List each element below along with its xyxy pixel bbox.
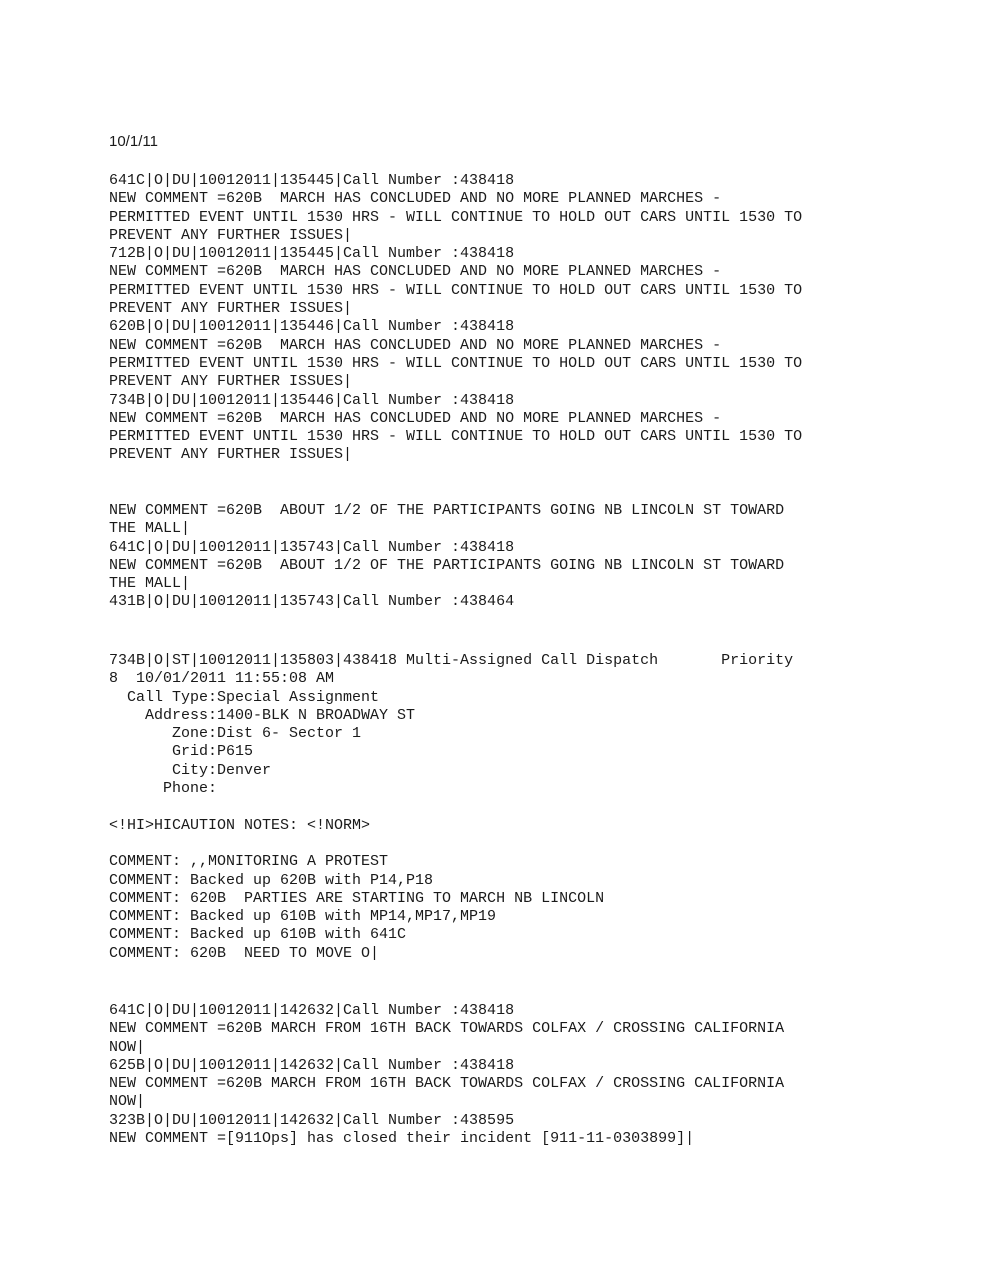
- log-line: 620B|O|DU|10012011|135446|Call Number :438418: [109, 318, 515, 336]
- log-line: COMMENT: Backed up 620B with P14,P18: [109, 871, 434, 889]
- log-line: 712B|O|DU|10012011|135445|Call Number :438418: [109, 245, 515, 263]
- log-line: PREVENT ANY FURTHER ISSUES|: [109, 373, 353, 391]
- log-line: COMMENT: Backed up 610B with MP14,MP17,MP19: [109, 908, 497, 926]
- log-line: NEW COMMENT =620B MARCH FROM 16TH BACK TOWARDS COLFAX / CROSSING CALIFORNIA: [109, 1020, 785, 1038]
- log-line: <!HI>HICAUTION NOTES: <!NORM>: [109, 816, 371, 834]
- log-line: PREVENT ANY FURTHER ISSUES|: [109, 226, 353, 244]
- log-line: NOW|: [109, 1038, 146, 1056]
- log-line: COMMENT: ,,MONITORING A PROTEST: [109, 853, 389, 871]
- log-line: 641C|O|DU|10012011|135445|Call Number :438418: [109, 172, 515, 189]
- log-line: 8 10/01/2011 11:55:08 AM: [109, 670, 335, 688]
- log-line: [109, 798, 793, 816]
- log-line: COMMENT: 620B PARTIES ARE STARTING TO MARCH NB LINCOLN: [109, 889, 605, 907]
- log-line: PERMITTED EVENT UNTIL 1530 HRS - WILL CONTINUE TO HOLD OUT CARS UNTIL 1530 TO: [109, 428, 803, 446]
- log-line: 625B|O|DU|10012011|142632|Call Number :438418: [109, 1056, 515, 1074]
- log-line: PREVENT ANY FURTHER ISSUES|: [109, 446, 353, 464]
- log-line: NEW COMMENT =620B MARCH HAS CONCLUDED AND NO MORE PLANNED MARCHES -: [109, 336, 722, 354]
- log-line: COMMENT: Backed up 610B with 641C: [109, 926, 407, 944]
- log-line: NEW COMMENT =620B ABOUT 1/2 OF THE PARTICIPANTS GOING NB LINCOLN ST TOWARD: [109, 556, 785, 574]
- log-line: THE MALL|: [109, 575, 191, 593]
- log-line: Zone:Dist 6- Sector 1: [109, 725, 362, 743]
- log-line: 734B|O|ST|10012011|135803|438418 Multi-Assigned Call Dispatch Priority: [109, 652, 794, 669]
- log-line: THE MALL|: [109, 520, 191, 538]
- log-line: NEW COMMENT =[911Ops] has closed their incident [911-11-0303899]|: [109, 1130, 695, 1148]
- log-line: NEW COMMENT =620B MARCH HAS CONCLUDED AND NO MORE PLANNED MARCHES -: [109, 263, 722, 281]
- log-section-march-concluded: [109, 172, 802, 465]
- log-line: COMMENT: 620B NEED TO MOVE O|: [109, 944, 380, 962]
- log-line: 734B|O|DU|10012011|135446|Call Number :438418: [109, 391, 515, 409]
- log-line: 323B|O|DU|10012011|142632|Call Number :438595: [109, 1111, 515, 1129]
- log-line: Phone:: [109, 780, 218, 798]
- log-section-march-colfax: [109, 1002, 784, 1148]
- log-line: [109, 835, 793, 853]
- log-line: PREVENT ANY FURTHER ISSUES|: [109, 300, 353, 318]
- log-line: NEW COMMENT =620B MARCH HAS CONCLUDED AND NO MORE PLANNED MARCHES -: [109, 409, 722, 427]
- log-line: PERMITTED EVENT UNTIL 1530 HRS - WILL CONTINUE TO HOLD OUT CARS UNTIL 1530 TO: [109, 354, 803, 372]
- log-line: NOW|: [109, 1093, 146, 1111]
- log-line: 641C|O|DU|10012011|135743|Call Number :438418: [109, 538, 515, 556]
- log-line: Address:1400-BLK N BROADWAY ST: [109, 706, 416, 724]
- log-line: 431B|O|DU|10012011|135743|Call Number :438464: [109, 593, 515, 611]
- page-date: 10/1/11: [109, 133, 158, 150]
- log-line: PERMITTED EVENT UNTIL 1530 HRS - WILL CONTINUE TO HOLD OUT CARS UNTIL 1530 TO: [109, 208, 803, 226]
- log-line: NEW COMMENT =620B MARCH FROM 16TH BACK TOWARDS COLFAX / CROSSING CALIFORNIA: [109, 1075, 785, 1093]
- log-line: PERMITTED EVENT UNTIL 1530 HRS - WILL CONTINUE TO HOLD OUT CARS UNTIL 1530 TO: [109, 281, 803, 299]
- log-line: City:Denver: [109, 761, 272, 779]
- log-section-call-dispatch: [109, 652, 793, 963]
- log-section-participants-lincoln: [109, 502, 784, 612]
- log-line: Grid:P615: [109, 743, 254, 761]
- log-line: Call Type:Special Assignment: [109, 688, 380, 706]
- log-line: NEW COMMENT =620B MARCH HAS CONCLUDED AND NO MORE PLANNED MARCHES -: [109, 190, 722, 208]
- log-line: NEW COMMENT =620B ABOUT 1/2 OF THE PARTICIPANTS GOING NB LINCOLN ST TOWARD: [109, 502, 785, 519]
- log-line: 641C|O|DU|10012011|142632|Call Number :438418: [109, 1002, 515, 1019]
